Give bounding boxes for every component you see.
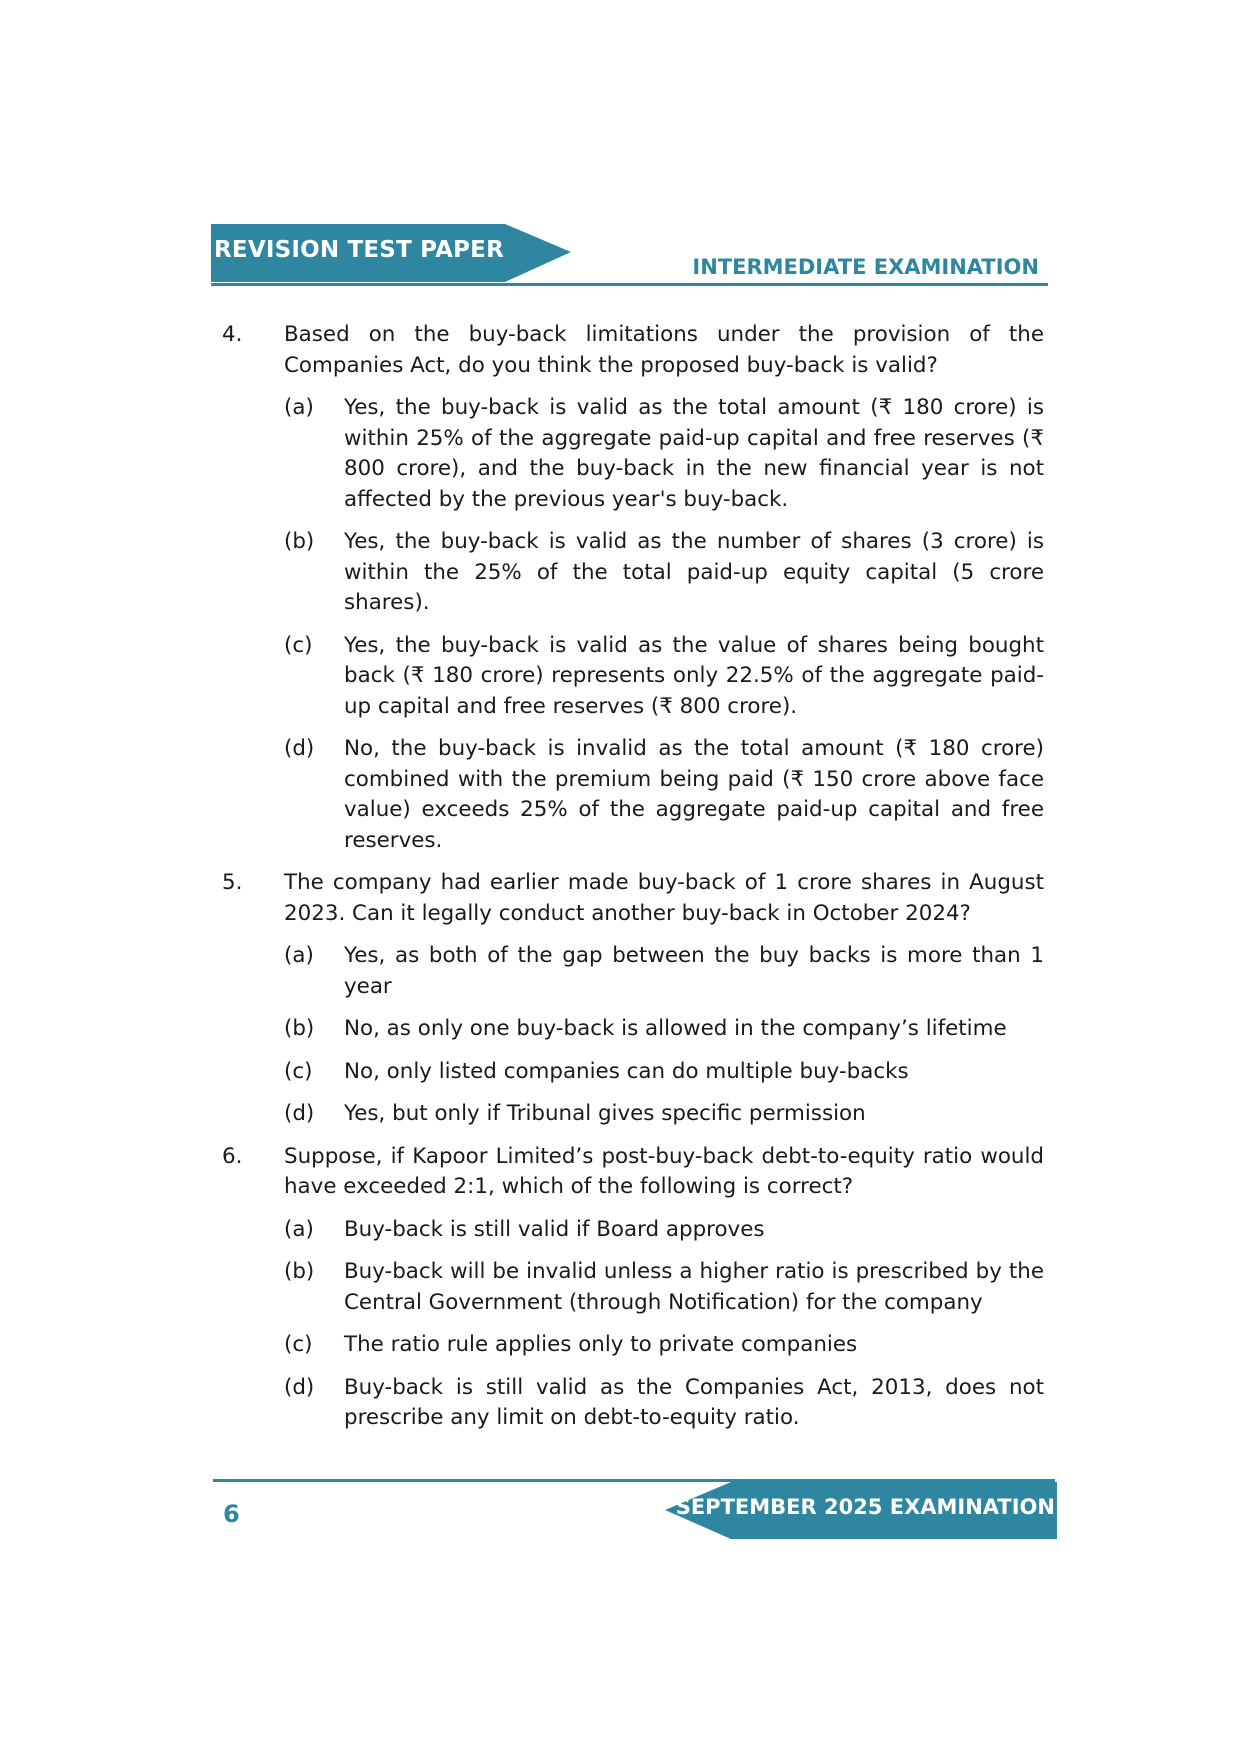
option-4a <box>222 393 1044 515</box>
option-4b <box>222 527 1044 619</box>
option-text: Buy-back will be invalid unless a higher ratio is prescribed by the Central Government (through Notification) for the company <box>344 1259 1044 1315</box>
option-text: No, the buy-back is invalid as the total amount (₹ 180 crore) combined with the premium being paid (₹ 150 crore above face value) exceeds 25% of the aggregate paid-up capital and free reserves. <box>344 736 1044 853</box>
option-text: Yes, the buy-back is valid as the number of shares (3 crore) is within the 25% of the total paid-up equity capital (5 crore shares). <box>344 529 1044 615</box>
footer-exam-session: SEPTEMBER 2025 EXAMINATION <box>675 1495 1055 1519</box>
question-text: Based on the buy-back limitations under the provision of the Companies Act, do you think the proposed buy-back is valid? <box>284 322 1044 378</box>
header-divider <box>211 283 1048 286</box>
option-6a <box>222 1215 1044 1246</box>
option-5a <box>222 941 1044 1002</box>
option-6d <box>222 1373 1044 1434</box>
option-text: Buy-back is still valid if Board approves <box>344 1216 765 1242</box>
option-label: (b) <box>284 1016 315 1041</box>
option-label: (d) <box>284 1101 315 1126</box>
option-6b <box>222 1257 1044 1318</box>
option-label: (b) <box>284 1259 315 1284</box>
option-label: (a) <box>284 943 314 968</box>
option-label: (c) <box>284 1058 313 1084</box>
option-text: Yes, the buy-back is valid as the value of shares being bought back (₹ 180 crore) represents only 22.5% of the aggregate paid-up capital and free reserves (₹ 800 crore). <box>344 632 1044 719</box>
page-number: 6 <box>223 1500 240 1528</box>
question-text: Suppose, if Kapoor Limited’s post-buy-back debt-to-equity ratio would have exceeded 2:1, which of the following is correct? <box>284 1143 1044 1199</box>
option-text: Buy-back is still valid as the Companies Act, 2013, does not prescribe any limit on debt-to-equity ratio. <box>344 1374 1044 1430</box>
header-banner-title: REVISION TEST PAPER <box>214 237 504 263</box>
option-label: (b) <box>284 529 315 554</box>
option-label: (c) <box>284 1332 313 1357</box>
option-label: (a) <box>284 395 314 420</box>
option-label: (d) <box>284 736 315 761</box>
question-4 <box>222 320 1044 381</box>
question-number: 6. <box>222 1143 243 1169</box>
question-number: 5. <box>222 870 243 895</box>
option-text: Yes, as both of the gap between the buy backs is more than 1 year <box>344 943 1044 999</box>
question-5 <box>222 868 1044 929</box>
option-text: Yes, but only if Tribunal gives specific permission <box>344 1101 866 1126</box>
option-label: (d) <box>284 1374 315 1400</box>
option-text: No, only listed companies can do multiple buy-backs <box>344 1058 909 1084</box>
question-number: 4. <box>222 322 243 347</box>
option-text: No, as only one buy-back is allowed in the company’s lifetime <box>344 1016 1007 1041</box>
question-6 <box>222 1142 1044 1203</box>
option-5d <box>222 1099 1044 1130</box>
header-exam-title: INTERMEDIATE EXAMINATION <box>692 255 1039 279</box>
option-5b <box>222 1014 1044 1045</box>
option-text: The ratio rule applies only to private companies <box>344 1332 858 1357</box>
option-text: Yes, the buy-back is valid as the total amount (₹ 180 crore) is within 25% of the aggregate paid-up capital and free reserves (₹ 800 crore), and the buy-back in the new financial year is not affected by the previous year's buy-back. <box>344 395 1044 512</box>
option-5c <box>222 1057 1044 1088</box>
option-6c <box>222 1330 1044 1361</box>
option-label: (a) <box>284 1216 314 1242</box>
question-text: The company had earlier made buy-back of 1 crore shares in August 2023. Can it legally conduct another buy-back in October 2024? <box>284 870 1044 926</box>
option-4c <box>222 631 1044 723</box>
option-4d <box>222 734 1044 856</box>
question-list <box>222 320 1044 1434</box>
option-label: (c) <box>284 632 313 658</box>
